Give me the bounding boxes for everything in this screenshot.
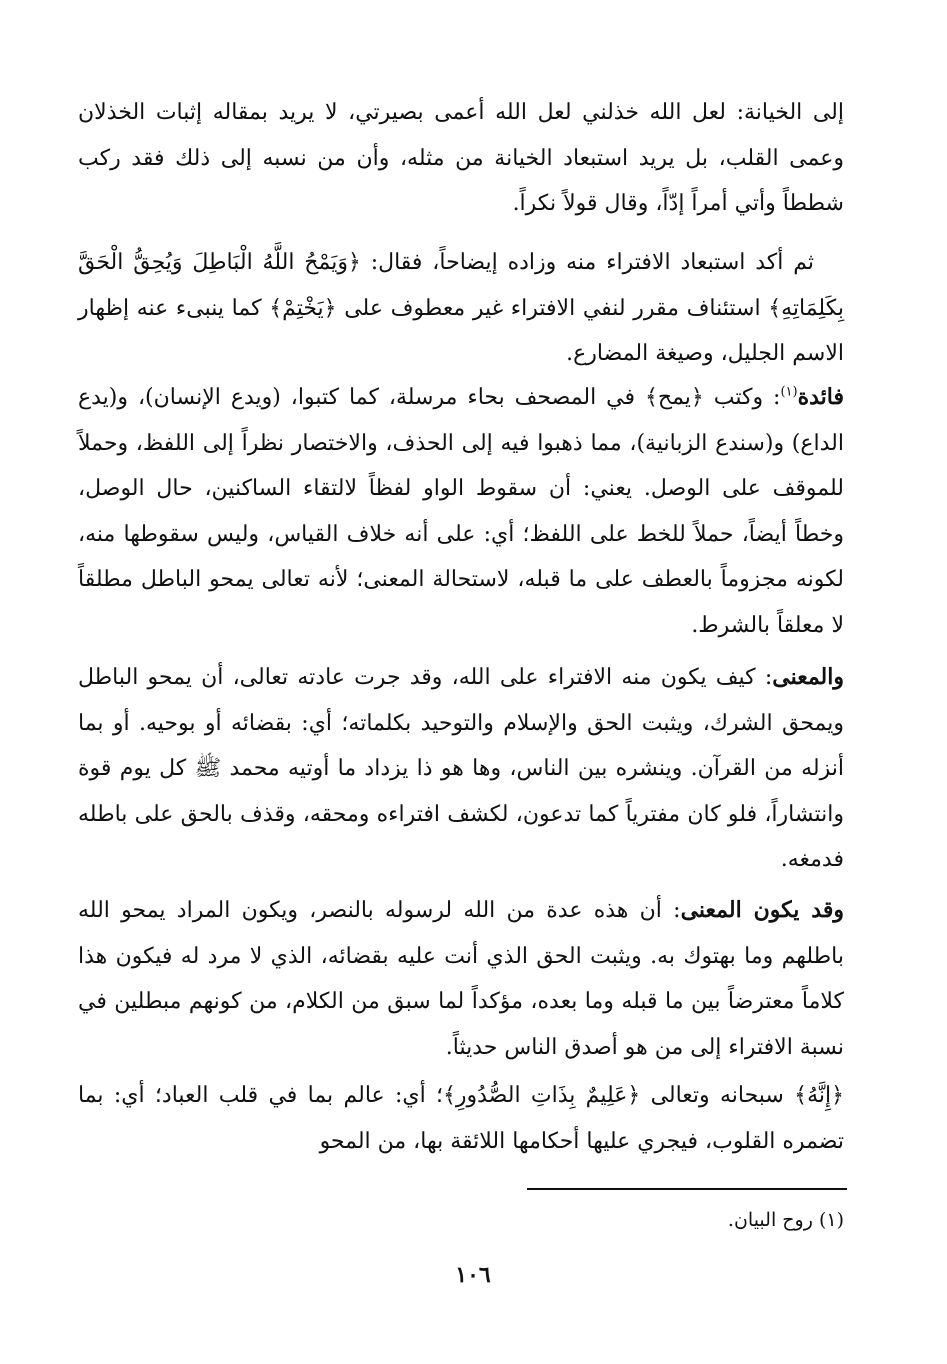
paragraph-4-text: : كيف يكون منه الافتراء على الله، وقد جرت عادته تعالى، أن يمحو الباطل ويمحق الشرك، ويثبت الحق والإسلام والتوحيد بكلماته؛ أي: بقضائه أو بوحيه. أو بما أنزله من القرآن. وينشره بين الناس، وها هو ذا يزداد ما أوتيه محمد ﷺ كل يوم قوة وانتشاراً، فلو كان مفترياً كما تدعون، لكشف افتراءه ومحقه، وقذف بالحق على باطله فدمغه. <box>78 665 844 872</box>
paragraph-3-lead: فائدة <box>797 384 844 410</box>
page-number: ١٠٦ <box>455 1262 491 1288</box>
paragraph-4-lead: والمعنى <box>772 664 844 690</box>
paragraph-4 <box>78 655 844 883</box>
paragraph-6 <box>78 1073 844 1164</box>
paragraph-1 <box>78 90 844 227</box>
paragraph-5-lead: وقد يكون المعنى <box>680 897 844 923</box>
footnote-marker: (١) <box>818 1209 844 1231</box>
paragraph-2-text: ثم أكد استبعاد الافتراء منه وزاده إيضاحاً، فقال: ﴿وَيَمْحُ اللَّهُ الْبَاطِلَ وَيُحِقُّ الْحَقَّ بِكَلِمَاتِهِ﴾ استئناف مقرر لنفي الافتراء غير معطوف على ﴿يَخْتِمْ﴾ كما ينبىء عنه إظهار الاسم الجليل، وصيغة المضارع. <box>78 250 844 366</box>
paragraph-5-text: : أن هذه عدة من الله لرسوله بالنصر، ويكون المراد يمحو الله باطلهم وما بهتوك به. ويثبت الحق الذي أنت عليه بقضائه، الذي لا مرد له فيكون هذا كلاماً معترضاً بين ما قبله وما بعده، مؤكداً لما سبق من الكلام، من كونهم مبطلين في نسبة الافتراء إلى من هو أصدق الناس حديثاً. <box>78 898 844 1060</box>
paragraph-6-text: ﴿إِنَّهُ﴾ سبحانه وتعالى ﴿عَلِيمٌ بِذَاتِ الصُّدُورِ﴾؛ أي: عالم بما في قلب العباد؛ أي: بما تضمره القلوب، فيجري عليها أحكامها اللائقة بها، من المحو <box>78 1083 844 1154</box>
paragraph-1-text: إلى الخيانة: لعل الله خذلني لعل الله أعمى بصيرتي، لا يريد بمقاله إثبات الخذلان وعمى القلب، بل يريد استبعاد الخيانة من مثله، وأن من نسبه إلى ذلك فقد ركب شططاً وأتي أمراً إدّاً، وقال قولاً نكراً. <box>78 100 844 216</box>
footnote <box>500 1205 844 1235</box>
paragraph-3 <box>78 375 844 648</box>
footnote-text: روح البيان. <box>727 1209 813 1231</box>
footnote-reference: (١) <box>780 384 798 400</box>
paragraph-5 <box>78 888 844 1070</box>
footnote-divider <box>527 1188 847 1190</box>
paragraph-2 <box>78 240 844 377</box>
paragraph-3-text: : وكتب ﴿يمح﴾ في المصحف بحاء مرسلة، كما كتبوا، (ويدع الإنسان)، و(يدع الداع) و(سندع الزبانية)، مما ذهبوا فيه إلى الحذف، والاختصار نظراً إلى اللفظ، وحملاً للموقف على الوصل. يعني: أن سقوط الواو لفظاً لالتقاء الساكنين، حال الوصل، وخطاً أيضاً، حملاً للخط على اللفظ؛ أي: على أنه خلاف القياس، وليس سقوطها منه، لكونه مجزوماً بالعطف على ما قبله، لاستحالة المعنى؛ لأنه تعالى يمحو الباطل مطلقاً لا معلقاً بالشرط. <box>78 385 844 638</box>
